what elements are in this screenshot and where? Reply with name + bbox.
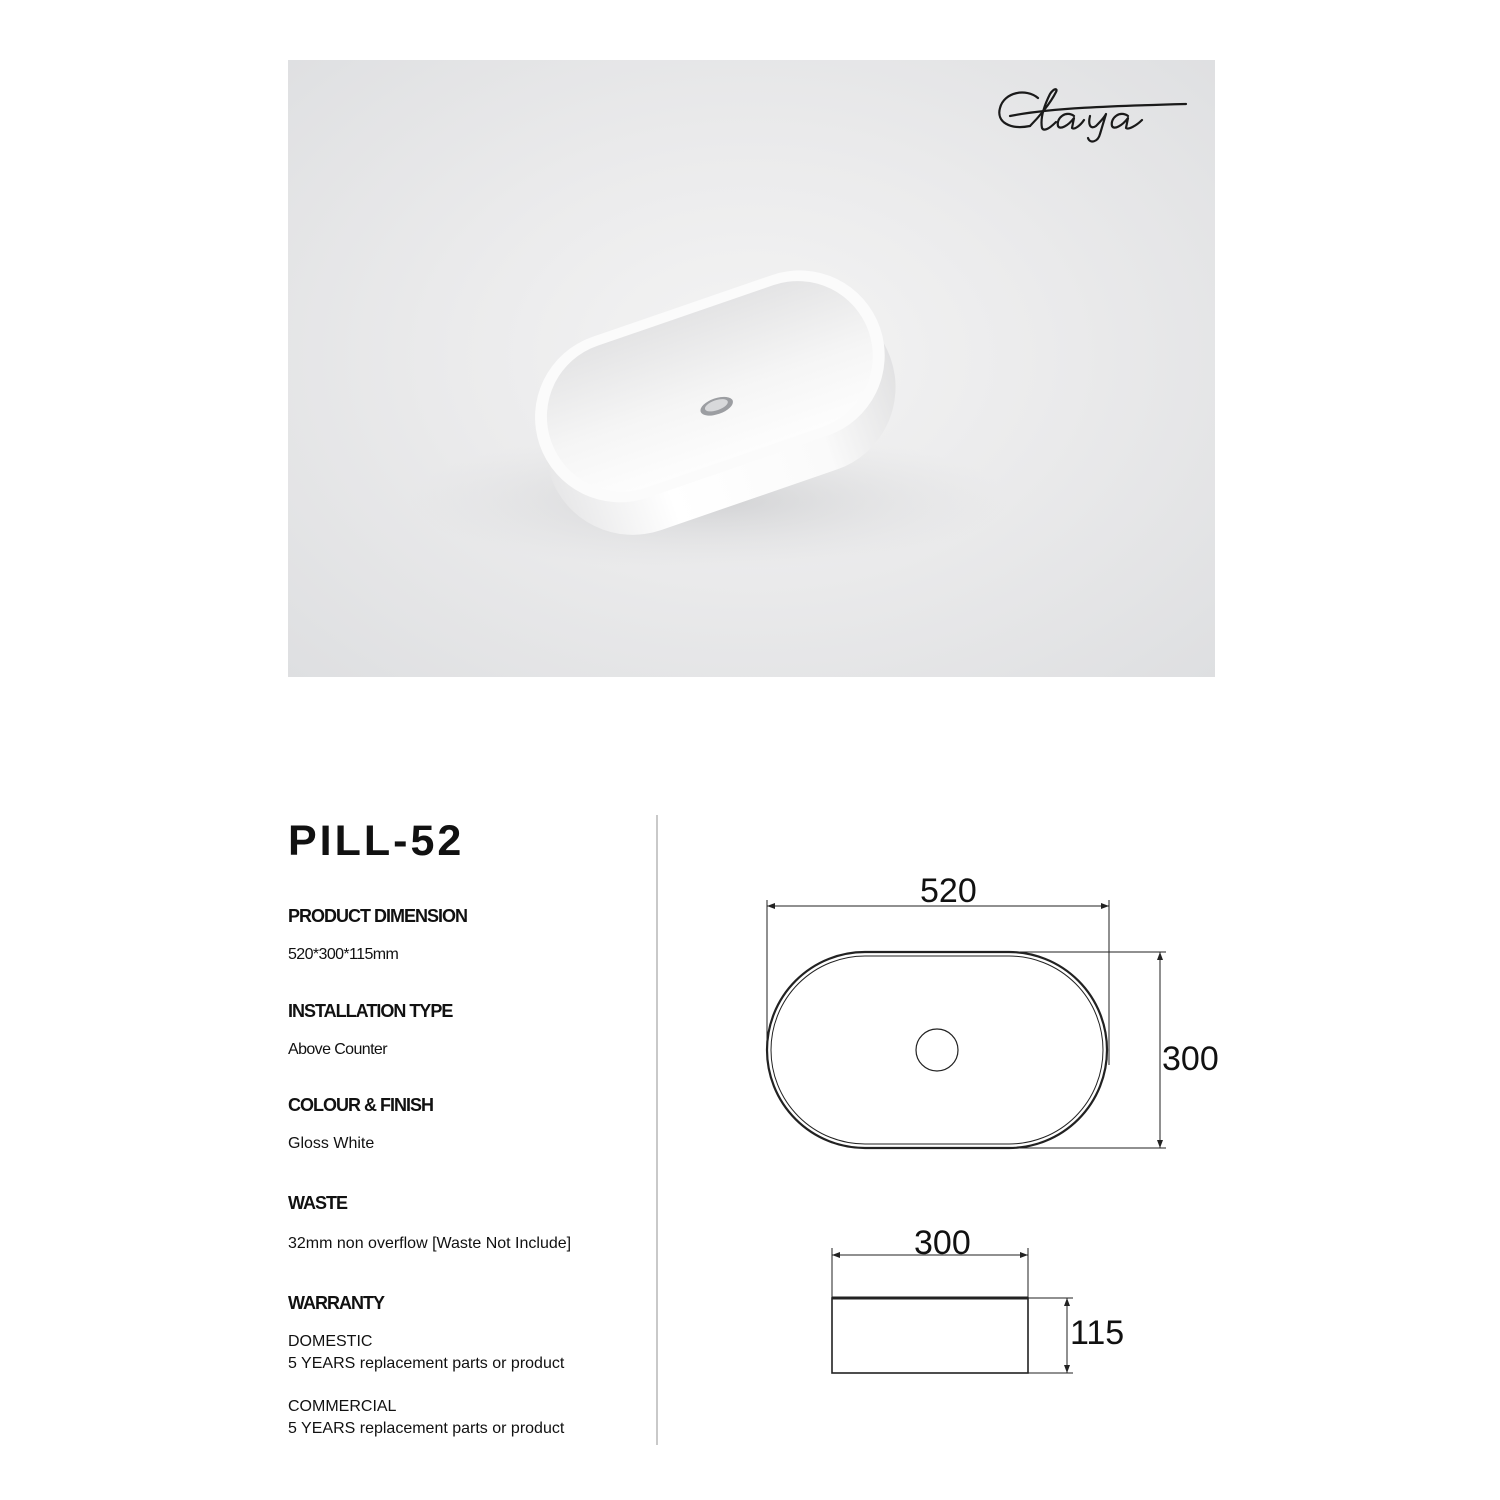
- installation-heading: INSTALLATION TYPE: [288, 1001, 453, 1021]
- width-dimension-label: 300: [1162, 1040, 1219, 1078]
- dimension-drawing-svg: [700, 840, 1320, 1420]
- technical-drawing: [700, 840, 1320, 1420]
- dimension-value: 520*300*115mm: [288, 946, 399, 963]
- length-dimension-label: 520: [920, 872, 977, 910]
- warranty-commercial-value: 5 YEARS replacement parts or product: [288, 1420, 565, 1437]
- top-view-inner-outline: [771, 956, 1103, 1144]
- warranty-heading: WARRANTY: [288, 1293, 384, 1313]
- dimension-heading: PRODUCT DIMENSION: [288, 906, 468, 926]
- product-photo: [288, 60, 1215, 677]
- waste-value: 32mm non overflow [Waste Not Include]: [288, 1235, 572, 1252]
- top-view-outline: [767, 952, 1107, 1148]
- basin-illustration: [288, 60, 1215, 677]
- side-width-dimension-label: 300: [914, 1224, 971, 1262]
- finish-value: Gloss White: [288, 1135, 375, 1152]
- warranty-domestic-label: DOMESTIC: [288, 1333, 373, 1350]
- installation-value: Above Counter: [288, 1041, 387, 1058]
- finish-heading: COLOUR & FINISH: [288, 1095, 433, 1115]
- drain-hole: [916, 1029, 958, 1071]
- warranty-domestic-value: 5 YEARS replacement parts or product: [288, 1355, 565, 1372]
- side-height-dimension-label: 115: [1070, 1314, 1125, 1352]
- waste-heading: WASTE: [288, 1193, 348, 1213]
- claya-logo: [990, 78, 1198, 148]
- side-view-outline: [832, 1298, 1028, 1373]
- model-name: PILL-52: [288, 817, 465, 865]
- warranty-commercial-label: COMMERCIAL: [288, 1398, 397, 1415]
- column-divider: [656, 815, 658, 1445]
